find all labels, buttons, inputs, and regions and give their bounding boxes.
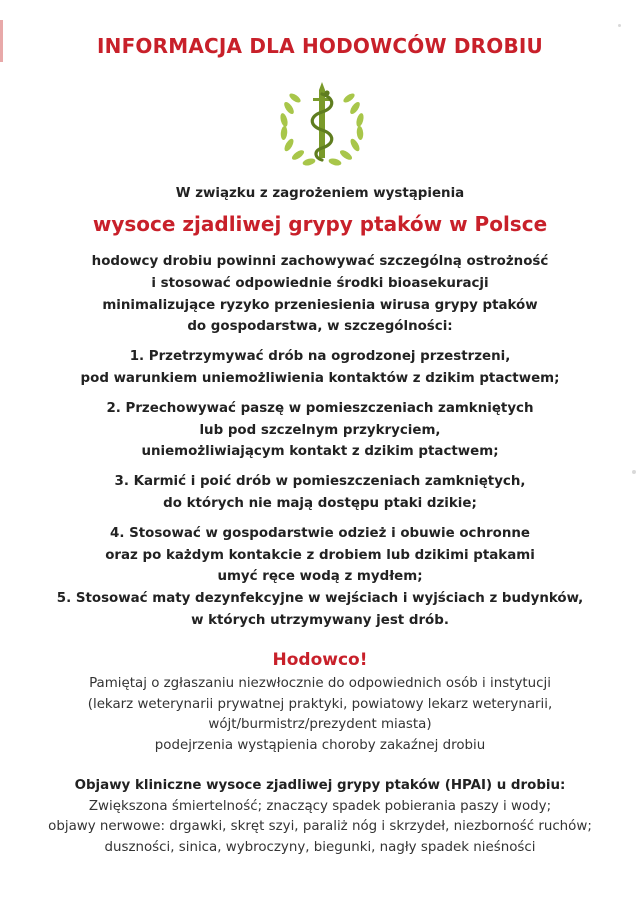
rule-5-line: w których utrzymywany jest drób. xyxy=(191,612,449,628)
recommendation-line: do gospodarstwa, w szczególności: xyxy=(187,319,453,335)
remember-line: wójt/burmistrz/prezydent miasta) xyxy=(208,717,432,732)
rule-4-line: oraz po każdym kontakcie z drobiem lub dzikimi ptakami xyxy=(105,547,535,563)
rule-3-line: 3. Karmić i poić drób w pomieszczeniach zamkniętych, xyxy=(114,474,526,490)
intro-text: W związku z zagrożeniem wystąpienia xyxy=(175,186,465,201)
veterinary-inspection-emblem-icon xyxy=(275,78,369,170)
rule-2-line: lub pod szczelnym przykryciem, xyxy=(199,422,441,438)
remember-line: podejrzenia wystąpienia choroby zakaźnej drobiu xyxy=(154,737,486,753)
rule-1-line: pod warunkiem uniemożliwienia kontaktów z dzikim ptactwem; xyxy=(80,370,560,386)
rule-5-line: 5. Stosować maty dezynfekcyjne w wejściach i wyjściach z budynków, xyxy=(56,591,584,607)
symptoms-heading: Objawy kliniczne wysoce zjadliwej grypy ptaków (HPAI) u drobiu: xyxy=(74,778,566,793)
recommendation-line: i stosować odpowiednie środki bioasekuracji xyxy=(151,275,489,291)
symptoms-section xyxy=(0,776,640,858)
rule-3-line: do których nie mają dostępu ptaki dzikie; xyxy=(163,495,477,511)
page-title: INFORMACJA DLA HODOWCÓW DROBIU xyxy=(96,34,543,58)
rule-2-line: uniemożliwiającym kontakt z dzikim ptactwem; xyxy=(141,444,499,460)
hodowco-heading: Hodowco! xyxy=(272,650,368,670)
symptoms-line: Zwiększona śmiertelność; znaczący spadek pobierania paszy i wody; xyxy=(88,798,552,814)
symptoms-line: duszności, sinica, wybroczyny, biegunki, nagły spadek nieśności xyxy=(104,839,536,855)
headline: wysoce zjadliwej grypy ptaków w Polsce xyxy=(92,212,548,236)
rules-section xyxy=(0,251,640,632)
recommendation-line: hodowcy drobiu powinni zachowywać szczególną ostrożność xyxy=(91,254,549,269)
rule-4-line: 4. Stosować w gospodarstwie odzież i obuwie ochronne xyxy=(110,525,530,541)
remember-line: (lekarz weterynarii prywatnej praktyki, powiatowy lekarz weterynarii, xyxy=(87,696,553,712)
remember-section xyxy=(0,674,640,756)
rule-1-line: 1. Przetrzymywać drób na ogrodzonej przestrzeni, xyxy=(129,349,511,365)
rule-4-line: umyć ręce wodą z mydłem; xyxy=(217,569,423,585)
scan-speck xyxy=(618,24,621,27)
recommendation-line: minimalizujące ryzyko przeniesienia wirusa grypy ptaków xyxy=(102,297,538,313)
rule-2-line: 2. Przechowywać paszę w pomieszczeniach zamkniętych xyxy=(106,400,534,416)
remember-line: Pamiętaj o zgłaszaniu niezwłocznie do odpowiednich osób i instytucji xyxy=(89,676,551,691)
symptoms-line: objawy nerwowe: drgawki, skręt szyi, paraliż nóg i skrzydeł, niezborność ruchów; xyxy=(48,819,592,834)
